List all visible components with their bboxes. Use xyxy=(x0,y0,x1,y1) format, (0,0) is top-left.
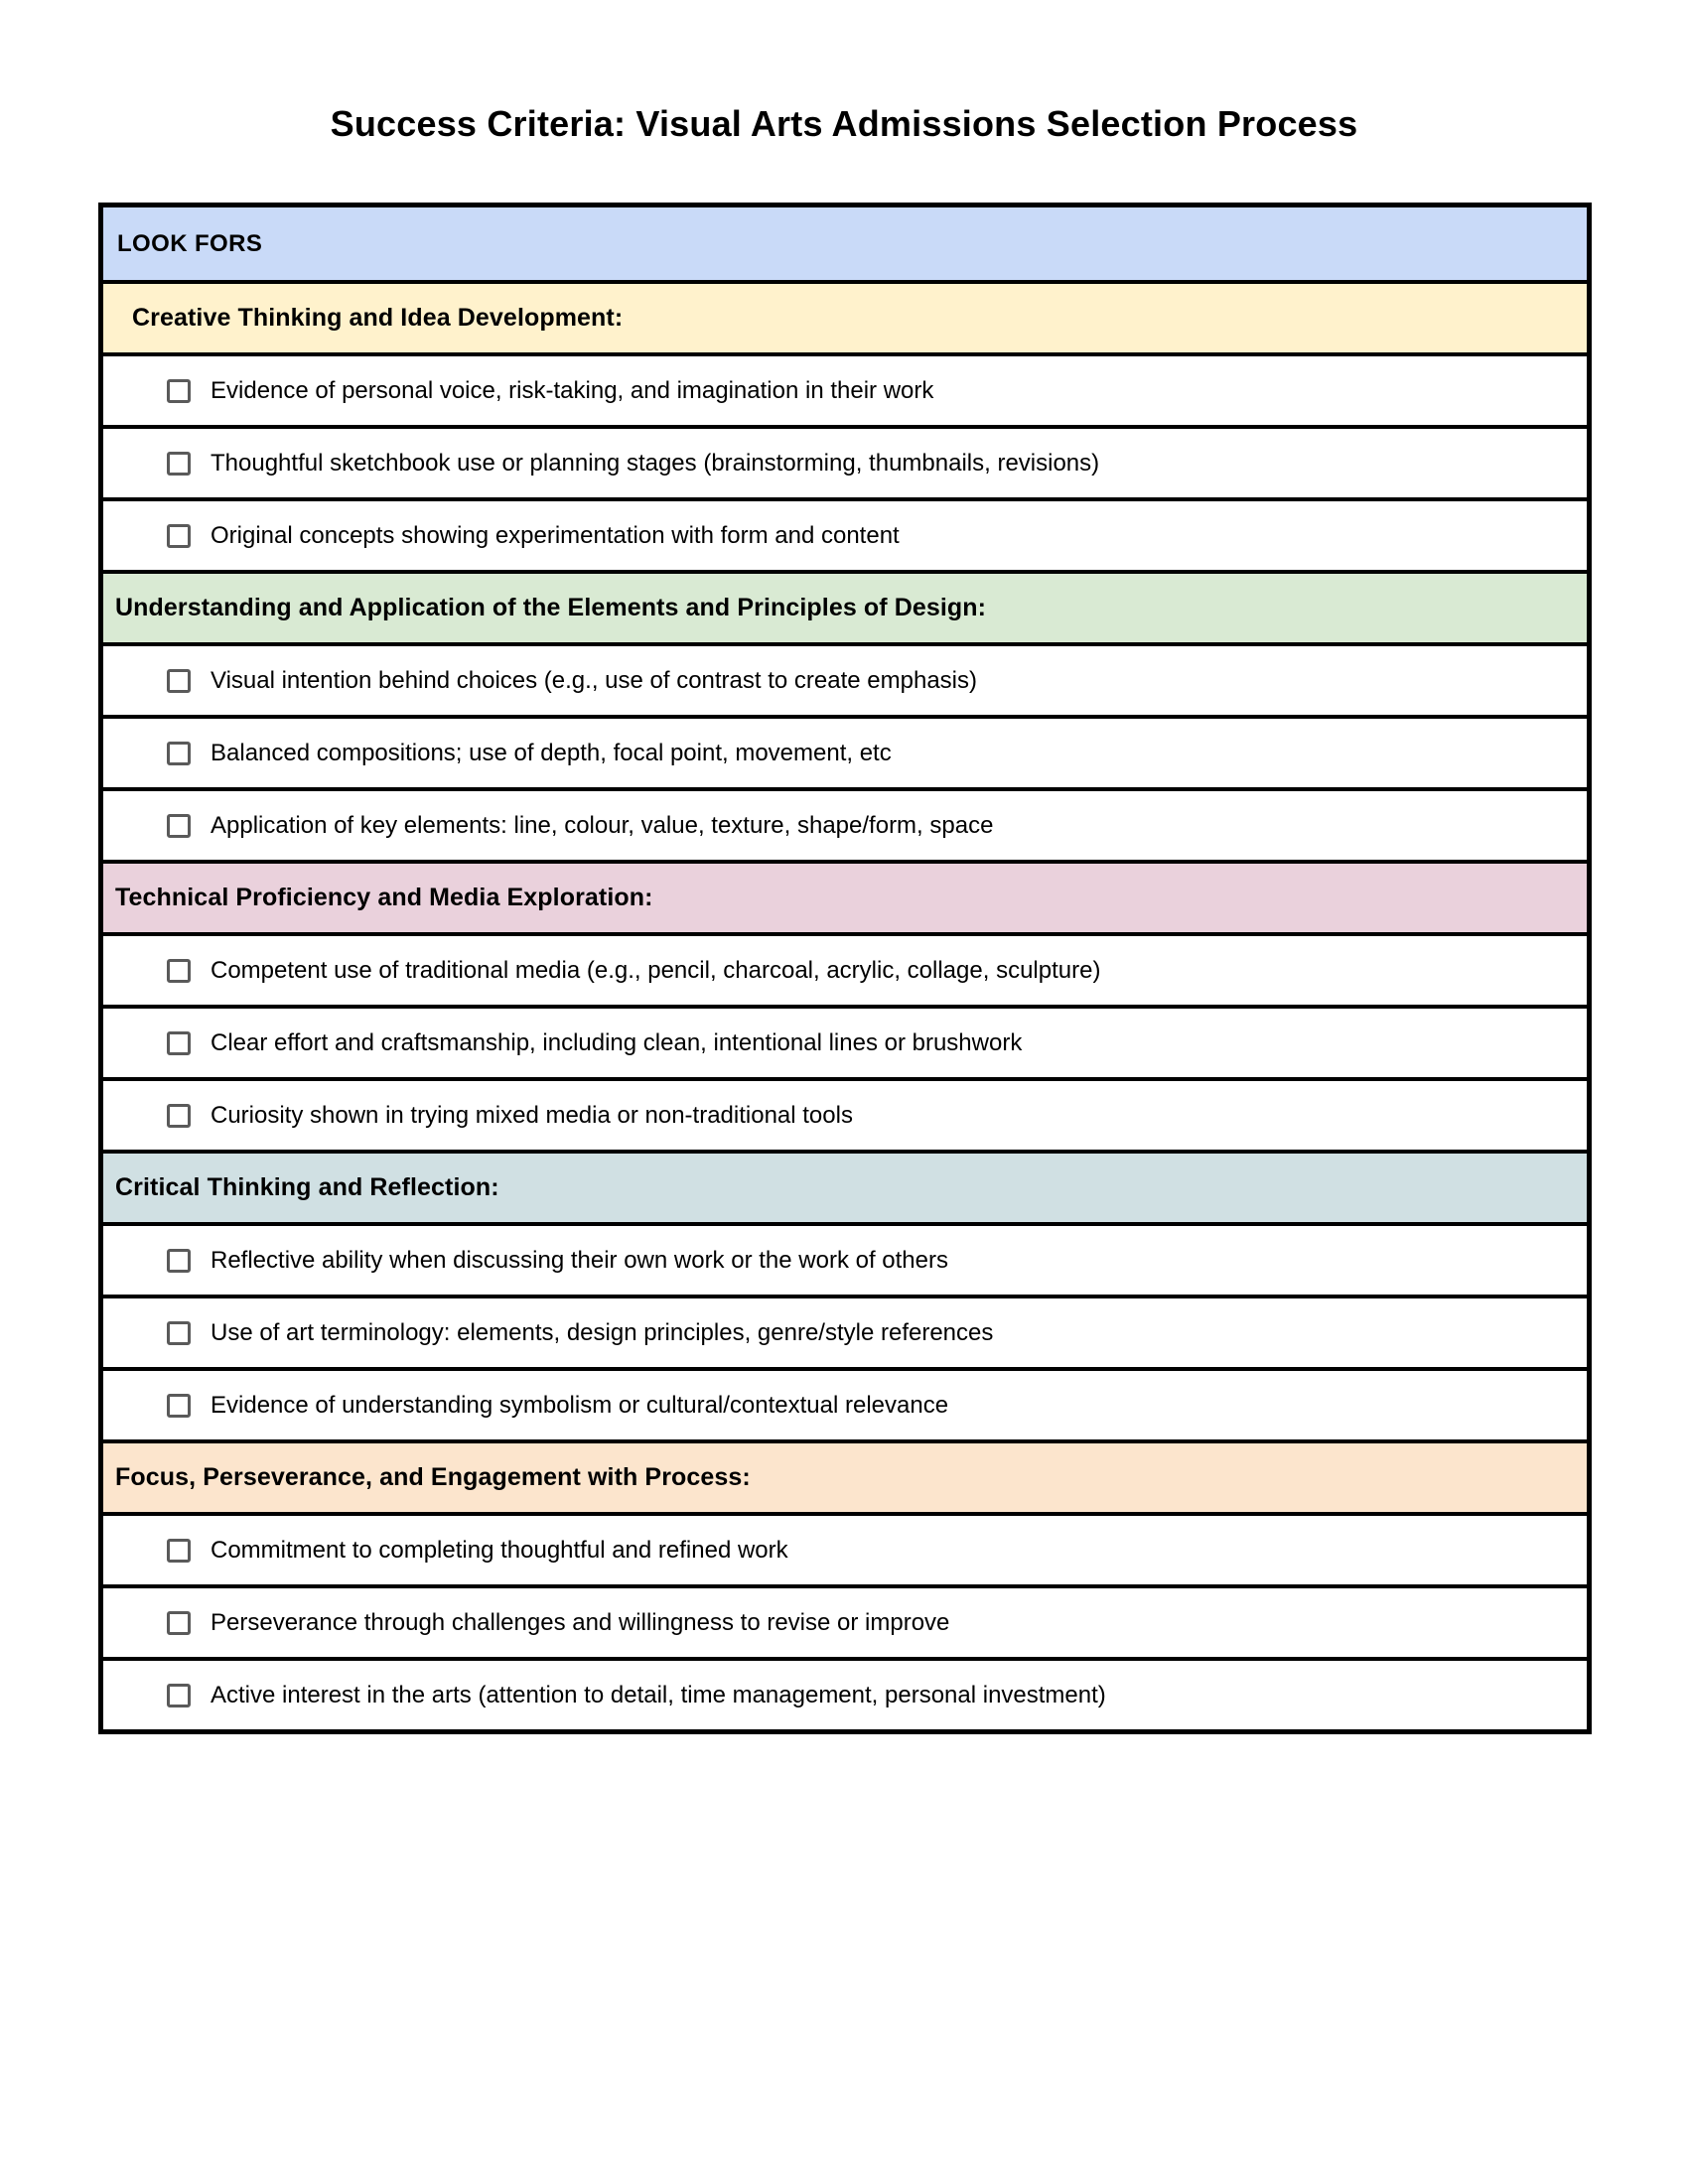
section-header-label: Creative Thinking and Idea Development: xyxy=(132,304,624,332)
section-header-label: Focus, Perseverance, and Engagement with Process: xyxy=(115,1463,751,1491)
checklist-item-row xyxy=(103,352,1587,425)
checklist-item-row xyxy=(103,1295,1587,1367)
checkbox-icon[interactable] xyxy=(167,742,191,765)
checklist-item-label: Competent use of traditional media (e.g., pencil, charcoal, acrylic, collage, sculpture) xyxy=(211,956,1101,984)
checklist-item-label: Balanced compositions; use of depth, focal point, movement, etc xyxy=(211,739,892,766)
checklist-item-row xyxy=(103,1512,1587,1584)
page-title: Success Criteria: Visual Arts Admissions Selection Process xyxy=(330,103,1358,144)
checkbox-icon[interactable] xyxy=(167,1539,191,1563)
checklist-item-label: Use of art terminology: elements, design principles, genre/style references xyxy=(211,1318,994,1346)
checklist-item-label: Reflective ability when discussing their own work or the work of others xyxy=(211,1246,948,1274)
checklist-item-row xyxy=(103,1077,1587,1150)
checklist-item-label: Active interest in the arts (attention to detail, time management, personal investment) xyxy=(211,1681,1106,1708)
section-header-row xyxy=(103,1439,1587,1512)
section-header-label: Technical Proficiency and Media Exploration: xyxy=(115,884,653,911)
checklist-item-row xyxy=(103,1222,1587,1295)
section-header-row xyxy=(103,1150,1587,1222)
checkbox-icon[interactable] xyxy=(167,1321,191,1345)
checklist-item-label: Evidence of understanding symbolism or cultural/contextual relevance xyxy=(211,1391,949,1419)
section-header-row xyxy=(103,860,1587,932)
checklist-item-row xyxy=(103,715,1587,787)
checklist-item-row xyxy=(103,425,1587,497)
checkbox-icon[interactable] xyxy=(167,1611,191,1635)
look-fors-header-row xyxy=(103,207,1587,280)
checkbox-icon[interactable] xyxy=(167,814,191,838)
checklist-item-label: Curiosity shown in trying mixed media or non-traditional tools xyxy=(211,1101,853,1129)
checkbox-icon[interactable] xyxy=(167,524,191,548)
checklist-item-row xyxy=(103,787,1587,860)
checkbox-icon[interactable] xyxy=(167,1684,191,1707)
checklist-item-label: Visual intention behind choices (e.g., use of contrast to create emphasis) xyxy=(211,666,977,694)
checklist-item-label: Evidence of personal voice, risk-taking, and imagination in their work xyxy=(211,376,934,404)
checklist-item-row xyxy=(103,1584,1587,1657)
checklist-item-row xyxy=(103,1005,1587,1077)
checklist-item-label: Commitment to completing thoughtful and refined work xyxy=(211,1536,788,1564)
look-fors-header-label: LOOK FORS xyxy=(117,229,263,257)
checklist-item-row xyxy=(103,497,1587,570)
checklist-item-label: Thoughtful sketchbook use or planning stages (brainstorming, thumbnails, revisions) xyxy=(211,449,1100,477)
criteria-table xyxy=(98,203,1592,1734)
checklist-item-row xyxy=(103,1367,1587,1439)
section-header-row xyxy=(103,570,1587,642)
section-header-row xyxy=(103,280,1587,352)
checklist-item-label: Perseverance through challenges and willingness to revise or improve xyxy=(211,1608,950,1636)
checkbox-icon[interactable] xyxy=(167,1104,191,1128)
checklist-item-row xyxy=(103,1657,1587,1729)
checklist-item-label: Original concepts showing experimentation with form and content xyxy=(211,521,900,549)
checkbox-icon[interactable] xyxy=(167,1031,191,1055)
checklist-item-label: Clear effort and craftsmanship, including clean, intentional lines or brushwork xyxy=(211,1028,1023,1056)
checkbox-icon[interactable] xyxy=(167,379,191,403)
checkbox-icon[interactable] xyxy=(167,452,191,476)
section-header-label: Critical Thinking and Reflection: xyxy=(115,1173,499,1201)
checkbox-icon[interactable] xyxy=(167,669,191,693)
section-header-label: Understanding and Application of the Elements and Principles of Design: xyxy=(115,594,987,621)
checkbox-icon[interactable] xyxy=(167,1249,191,1273)
checkbox-icon[interactable] xyxy=(167,1394,191,1418)
checklist-item-row xyxy=(103,932,1587,1005)
checklist-item-label: Application of key elements: line, colour, value, texture, shape/form, space xyxy=(211,811,994,839)
checkbox-icon[interactable] xyxy=(167,959,191,983)
checklist-item-row xyxy=(103,642,1587,715)
